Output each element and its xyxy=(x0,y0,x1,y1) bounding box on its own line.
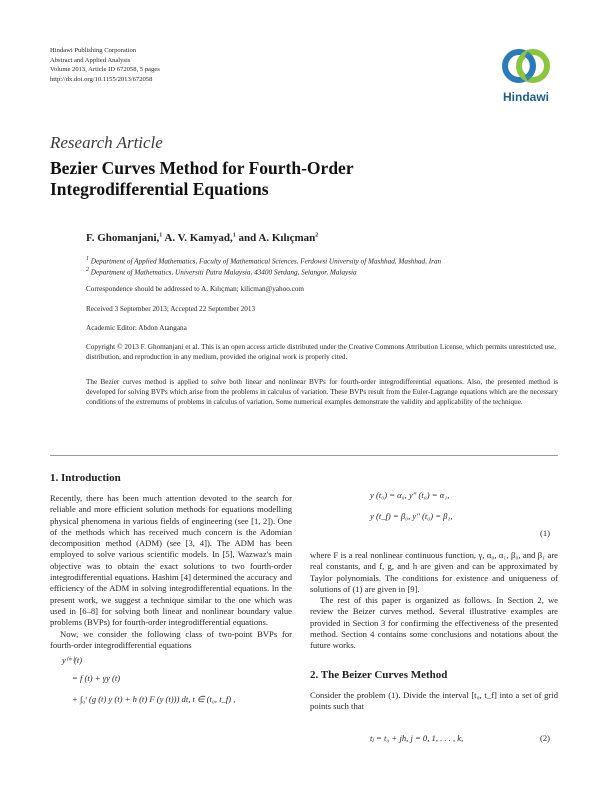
affiliation-2: $^2$ Department of Mathematics, Universiti Putra Malaysia, 43400 Serdang, Selangor, Malaysia xyxy=(86,267,357,277)
author-2: A. V. Kamyad, xyxy=(164,232,233,244)
doi-link[interactable]: http://dx.doi.org/10.1155/2013/672058 xyxy=(50,75,153,83)
section-divider xyxy=(50,455,558,456)
intro-column-right xyxy=(310,550,558,652)
equation-1-line-1: y⁽ⁱᵛ⁾(t) xyxy=(62,655,83,665)
boundary-condition-2: y (t_f) = β₀, y″ (t₀) = β₁, xyxy=(370,511,453,521)
article-dates: Received 3 September 2013; Accepted 22 September 2013 xyxy=(86,305,256,313)
equation-2-number: (2) xyxy=(540,733,551,743)
volume-info: Volume 2013, Article ID 672058, 5 pages xyxy=(50,66,160,73)
academic-editor: Academic Editor: Abdon Atangana xyxy=(86,324,187,332)
section-2-heading: 2. The Beizer Curves Method xyxy=(310,669,448,681)
section-2-paragraph: Consider the problem (1). Divide the interval [t₀, t_f] into a set of grid points such that xyxy=(310,690,558,712)
intro-paragraph-1: Recently, there has been much attention devoted to the search for reliable and more efficient solution methods for equations modelling physical phenomena in various fields of engineering (see [1, 2]). One of the methods which has received much concern is the Adomian decomposition method (ADM) (see [3, 4]). The ADM has been employed to solve various scientific models. In [5], Wazwaz's main objective was to obtain the exact solutions to two fourth-order integrodifferential equations. Hashim [4] determined the accuracy and efficiency of the ADM in solving integrodifferential equations. In the present work, we suggest a technique similar to the one which was used in [6–8] for solving both linear and nonlinear boundary value problems (BVPs) for fourth-order integrodifferential equations. xyxy=(50,493,292,628)
right-paragraph-2: The rest of this paper is organized as follows. In Section 2, we review the Beizer curves method. Several illustrative examples are provided in Section 3 for confirming the effectiveness of the presented method. Section 4 contains some conclusions and notations about the future works. xyxy=(310,595,558,651)
author-3: and A. Kılıçman xyxy=(238,232,316,244)
journal-header xyxy=(50,46,160,84)
hindawi-logo xyxy=(495,42,557,108)
equation-1-line-3: + ∫₀ᵗ (g (t) y (t) + h (t) F (y (t))) dt, t ∈ (t₀, t_f) , xyxy=(72,694,236,704)
abstract: The Bezier curves method is applied to solve both linear and nonlinear BVPs for fourth-order integrodifferential equations. Also, the presented method is developed for solving BVPs which arise from the problems in calculus of variation. These BVPs result from the Euler-Lagrange equations which are the necessary conditions of the extremums of problems in calculus of variation. Some numerical examples demonstrate the validity and applicability of the technique. xyxy=(86,378,558,406)
copyright-notice: Copyright © 2013 F. Ghomanjani et al. This is an open access article distributed under the Creative Commons Attribution License, which permits unrestricted use, distribution, and reproduction in any medium, provided the original work is properly cited. xyxy=(86,343,556,361)
author-1: F. Ghomanjani, xyxy=(86,232,160,244)
hindawi-logo-icon xyxy=(495,42,557,88)
logo-wordmark: Hindawi xyxy=(502,90,549,104)
boundary-condition-1: y (t₀) = α₀, y″ (t₀) = α₁, xyxy=(370,490,450,500)
affiliation-1: $^1$ Department of Applied Mathematics, Faculty of Mathematical Sciences, Ferdowsi University of Mashhad, Mashhad, Iran xyxy=(86,256,442,266)
article-title: Bezier Curves Method for Fourth-Order Integrodifferential Equations xyxy=(50,158,354,199)
right-paragraph-1: where F is a real nonlinear continuous function, γ, α₀, α₁, β₀, and β₁ are real constants, and f, g, and h are given and can be approximated by Taylor polynomials. The conditions for existence and uniqueness of solutions of (1) are given in [9]. xyxy=(310,550,558,594)
article-type: Research Article xyxy=(50,133,163,152)
intro-column-left xyxy=(50,493,292,651)
intro-heading: 1. Introduction xyxy=(50,472,121,484)
journal-name: Abstract and Applied Analysis xyxy=(50,56,131,64)
publisher-name: Hindawi Publishing Corporation xyxy=(50,47,137,54)
intro-paragraph-2: Now, we consider the following class of two-point BVPs for fourth-order integrodifferential equations xyxy=(50,628,292,650)
equation-2: tⱼ = t₀ + jh, j = 0, 1, . . . , k, xyxy=(370,733,464,743)
equation-1-number: (1) xyxy=(540,528,551,538)
correspondence: Correspondence should be addressed to A. Kılıçman; kilicman@yahoo.com xyxy=(86,285,305,293)
author-list: F. Ghomanjani,$^1$ A. V. Kamyad,$^1$ and A. Kılıçman$^2$ xyxy=(86,232,319,244)
equation-1-line-2: = f (t) + γy (t) xyxy=(72,673,121,683)
